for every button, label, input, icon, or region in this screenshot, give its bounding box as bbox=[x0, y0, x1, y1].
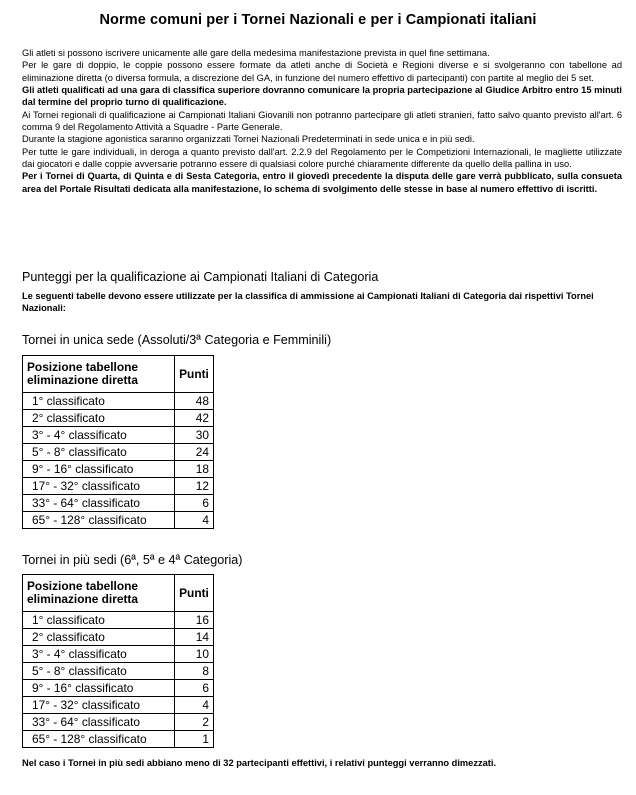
table-row bbox=[23, 697, 214, 714]
table-header-row bbox=[23, 356, 214, 393]
paragraph-7: Per i Tornei di Quarta, di Quinta e di Sesta Categoria, entro il giovedì precedente la disputa delle gare verrà pubblicato, sulla consueta area del Portale Risultati dedicata alla manifestazione, lo schema di svolgimento delle stesse in base al numero effettivo di iscritti. bbox=[22, 171, 622, 194]
table-row bbox=[23, 646, 214, 663]
position-cell: 17° - 32° classificato bbox=[23, 478, 175, 495]
points-cell: 16 bbox=[175, 612, 214, 629]
table1-title: Tornei in unica sede (Assoluti/3ª Categoria e Femminili) bbox=[22, 333, 332, 347]
points-cell: 24 bbox=[175, 444, 214, 461]
position-cell: 3° - 4° classificato bbox=[23, 427, 175, 444]
points-cell: 8 bbox=[175, 663, 214, 680]
points-table-multi-venue bbox=[22, 574, 214, 748]
position-cell: 17° - 32° classificato bbox=[23, 697, 175, 714]
table-row bbox=[23, 680, 214, 697]
table-row bbox=[23, 444, 214, 461]
points-cell: 18 bbox=[175, 461, 214, 478]
position-cell: 5° - 8° classificato bbox=[23, 663, 175, 680]
rules-paragraphs bbox=[22, 47, 622, 195]
table-row bbox=[23, 512, 214, 529]
column-header-points: Punti bbox=[175, 575, 214, 612]
position-cell: 65° - 128° classificato bbox=[23, 731, 175, 748]
points-cell: 4 bbox=[175, 697, 214, 714]
points-cell: 12 bbox=[175, 478, 214, 495]
points-table-single-venue bbox=[22, 355, 214, 529]
position-cell: 1° classificato bbox=[23, 612, 175, 629]
position-cell: 9° - 16° classificato bbox=[23, 680, 175, 697]
table-row bbox=[23, 663, 214, 680]
position-cell: 1° classificato bbox=[23, 393, 175, 410]
footnote: Nel caso i Tornei in più sedi abbiano meno di 32 partecipanti effettivi, i relativi punteggi verranno dimezzati. bbox=[22, 758, 497, 768]
position-cell: 5° - 8° classificato bbox=[23, 444, 175, 461]
table-body bbox=[23, 612, 214, 748]
table-row bbox=[23, 612, 214, 629]
points-cell: 6 bbox=[175, 495, 214, 512]
table-row bbox=[23, 495, 214, 512]
table-header-row bbox=[23, 575, 214, 612]
table-row bbox=[23, 393, 214, 410]
position-cell: 65° - 128° classificato bbox=[23, 512, 175, 529]
points-cell: 6 bbox=[175, 680, 214, 697]
points-cell: 4 bbox=[175, 512, 214, 529]
points-cell: 10 bbox=[175, 646, 214, 663]
table-row bbox=[23, 731, 214, 748]
points-cell: 42 bbox=[175, 410, 214, 427]
position-cell: 3° - 4° classificato bbox=[23, 646, 175, 663]
column-header-points: Punti bbox=[175, 356, 214, 393]
column-header-position: Posizione tabellone eliminazione diretta bbox=[23, 575, 175, 612]
position-cell: 2° classificato bbox=[23, 629, 175, 646]
page-title: Norme comuni per i Tornei Nazionali e per i Campionati italiani bbox=[99, 12, 537, 28]
table-row bbox=[23, 714, 214, 731]
paragraph-5: Durante la stagione agonistica saranno organizzati Tornei Nazionali Predeterminati in sede unica e in più sedi. bbox=[22, 134, 475, 145]
table-row bbox=[23, 629, 214, 646]
table-body bbox=[23, 393, 214, 529]
points-cell: 48 bbox=[175, 393, 214, 410]
table2-title: Tornei in più sedi (6ª, 5ª e 4ª Categoria) bbox=[22, 553, 243, 567]
position-cell: 2° classificato bbox=[23, 410, 175, 427]
position-cell: 9° - 16° classificato bbox=[23, 461, 175, 478]
table-row bbox=[23, 427, 214, 444]
table-row bbox=[23, 410, 214, 427]
table-row bbox=[23, 461, 214, 478]
points-cell: 1 bbox=[175, 731, 214, 748]
paragraph-2: Per le gare di doppio, le coppie possono essere formate da atleti anche di Società e Regioni diverse e si svolgeranno con tabellone ad eliminazione diretta (o diversa formula, a discrezione del GA, in funzione del numero effettivo di partecipanti) con partite al meglio dei 5 set. bbox=[22, 60, 622, 83]
paragraph-6: Per tutte le gare individuali, in deroga a quanto previsto dall'art. 2.2.9 del Regolamento per le Competizioni Internazionali, le magliette utilizzate dai giocatori e dalle coppie avversarie potranno essere di qualsiasi colore purché chiaramente differente da quello della pallina in uso. bbox=[22, 146, 622, 170]
position-cell: 33° - 64° classificato bbox=[23, 714, 175, 731]
paragraph-1: Gli atleti si possono iscrivere unicamente alle gare della medesima manifestazione prevista in quel fine settimana. bbox=[22, 48, 490, 58]
position-cell: 33° - 64° classificato bbox=[23, 495, 175, 512]
column-header-position: Posizione tabellone eliminazione diretta bbox=[23, 356, 175, 393]
scoring-description: Le seguenti tabelle devono essere utilizzate per la classifica di ammissione ai Campionati Italiani di Categoria dai rispettivi Tornei Nazionali: bbox=[22, 291, 594, 314]
points-cell: 14 bbox=[175, 629, 214, 646]
paragraph-3: Gli atleti qualificati ad una gara di classifica superiore dovranno comunicare la propria partecipazione al Giudice Arbitro entro 15 minuti dal termine del proprio turno di qualificazione. bbox=[22, 85, 622, 108]
points-cell: 2 bbox=[175, 714, 214, 731]
points-cell: 30 bbox=[175, 427, 214, 444]
table-row bbox=[23, 478, 214, 495]
scoring-section-title: Punteggi per la qualificazione ai Campionati Italiani di Categoria bbox=[22, 270, 379, 284]
paragraph-4: Ai Tornei regionali di qualificazione ai Campionati Italiani Giovanili non potranno partecipare gli atleti stranieri, fatto salvo quanto previsto all'art. 6 comma 9 del Regolamento Attività a Squadre - Parte Generale. bbox=[22, 109, 622, 133]
